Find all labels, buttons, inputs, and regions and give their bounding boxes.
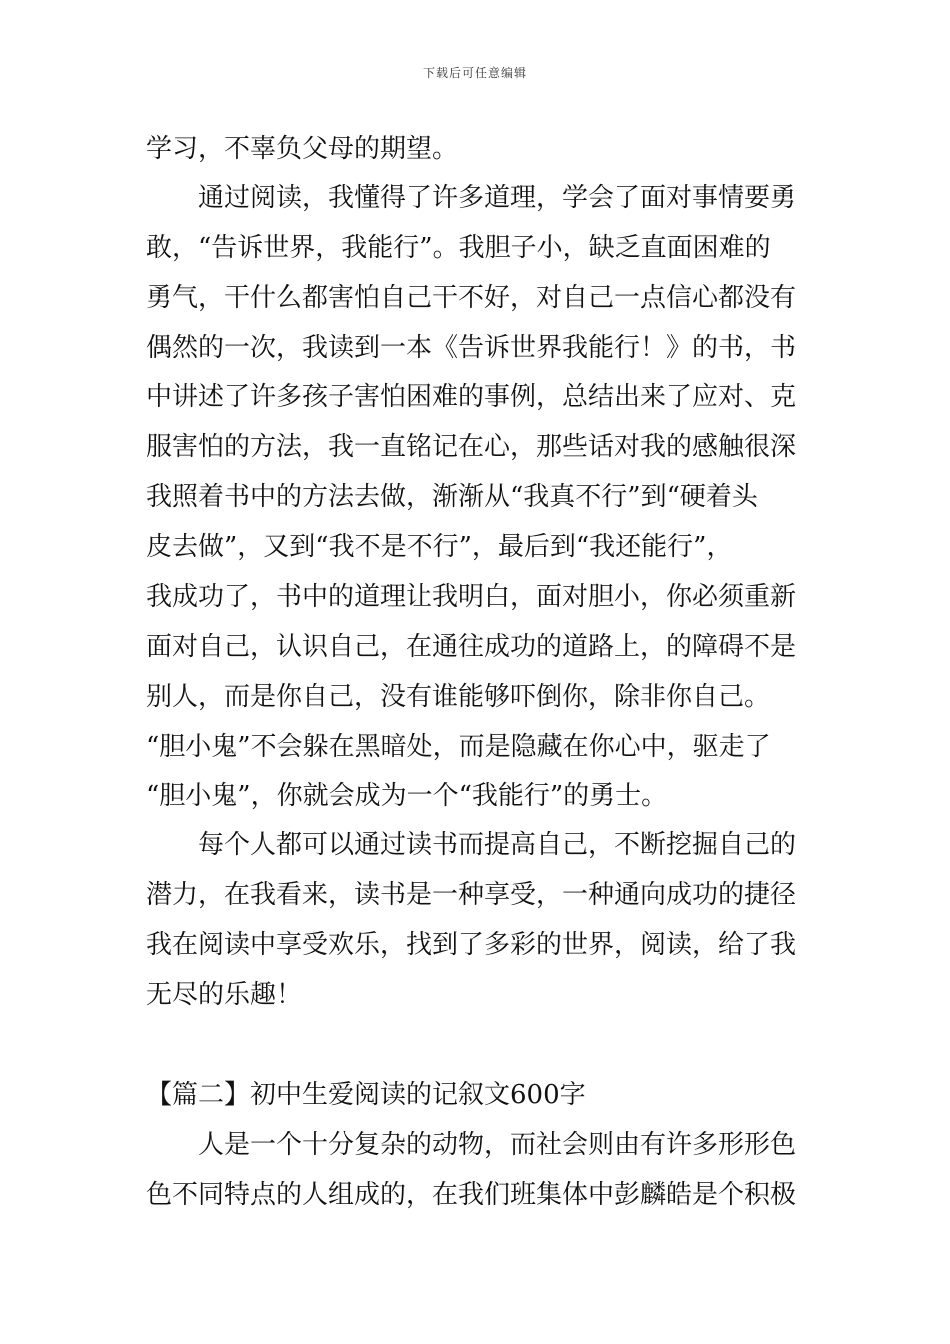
paragraph-line: 我成功了，书中的道理让我明白，面对胆小，你必须重新 bbox=[146, 582, 797, 612]
paragraph-line: 每个人都可以通过读书而提高自己，不断挖掘自己的 bbox=[198, 830, 797, 860]
paragraph-line: 偶然的一次，我读到一本《告诉世界我能行！》的书，书 bbox=[146, 333, 797, 363]
paragraph-line: 我在阅读中享受欢乐，找到了多彩的世界，阅读，给了我 bbox=[146, 930, 797, 960]
paragraph-line: 服害怕的方法，我一直铭记在心，那些话对我的感触很深 bbox=[146, 432, 797, 462]
paragraph-line: “胆小鬼”不会躲在黑暗处，而是隐藏在你心中，驱走了 bbox=[146, 732, 771, 762]
paragraph-line: “胆小鬼”，你就会成为一个“我能行”的勇士。 bbox=[146, 781, 668, 811]
paragraph-line: 皮去做”，又到“我不是不行”，最后到“我还能行”， bbox=[146, 532, 733, 562]
paragraph-line: 中讲述了许多孩子害怕困难的事例，总结出来了应对、克 bbox=[146, 382, 797, 412]
paragraph-line: 无尽的乐趣！ bbox=[146, 980, 303, 1010]
paragraph-line: 我照着书中的方法去做，渐渐从“我真不行”到“硬着头 bbox=[146, 482, 758, 512]
paragraph-line: 勇气，干什么都害怕自己干不好，对自己一点信心都没有 bbox=[146, 283, 797, 313]
paragraph-line: 潜力，在我看来，读书是一种享受，一种通向成功的捷径 bbox=[146, 880, 797, 910]
paragraph-line: 别人，而是你自己，没有谁能够吓倒你，除非你自己。 bbox=[146, 682, 771, 712]
paragraph-line: 面对自己，认识自己，在通往成功的道路上，的障碍不是 bbox=[146, 632, 797, 662]
paragraph-line: 人是一个十分复杂的动物，而社会则由有许多形形色 bbox=[198, 1130, 797, 1160]
paragraph-line: 敢，“告诉世界，我能行”。我胆子小，缺乏直面困难的 bbox=[146, 233, 771, 263]
paragraph-line: 学习，不辜负父母的期望。 bbox=[146, 134, 459, 164]
section-title: 【篇二】初中生爱阅读的记叙文600字 bbox=[146, 1080, 586, 1110]
paragraph-line: 色不同特点的人组成的，在我们班集体中彭麟皓是个积极 bbox=[146, 1180, 797, 1210]
paragraph-line: 通过阅读，我懂得了许多道理，学会了面对事情要勇 bbox=[198, 183, 797, 213]
page-header: 下载后可任意编辑 bbox=[422, 66, 527, 80]
